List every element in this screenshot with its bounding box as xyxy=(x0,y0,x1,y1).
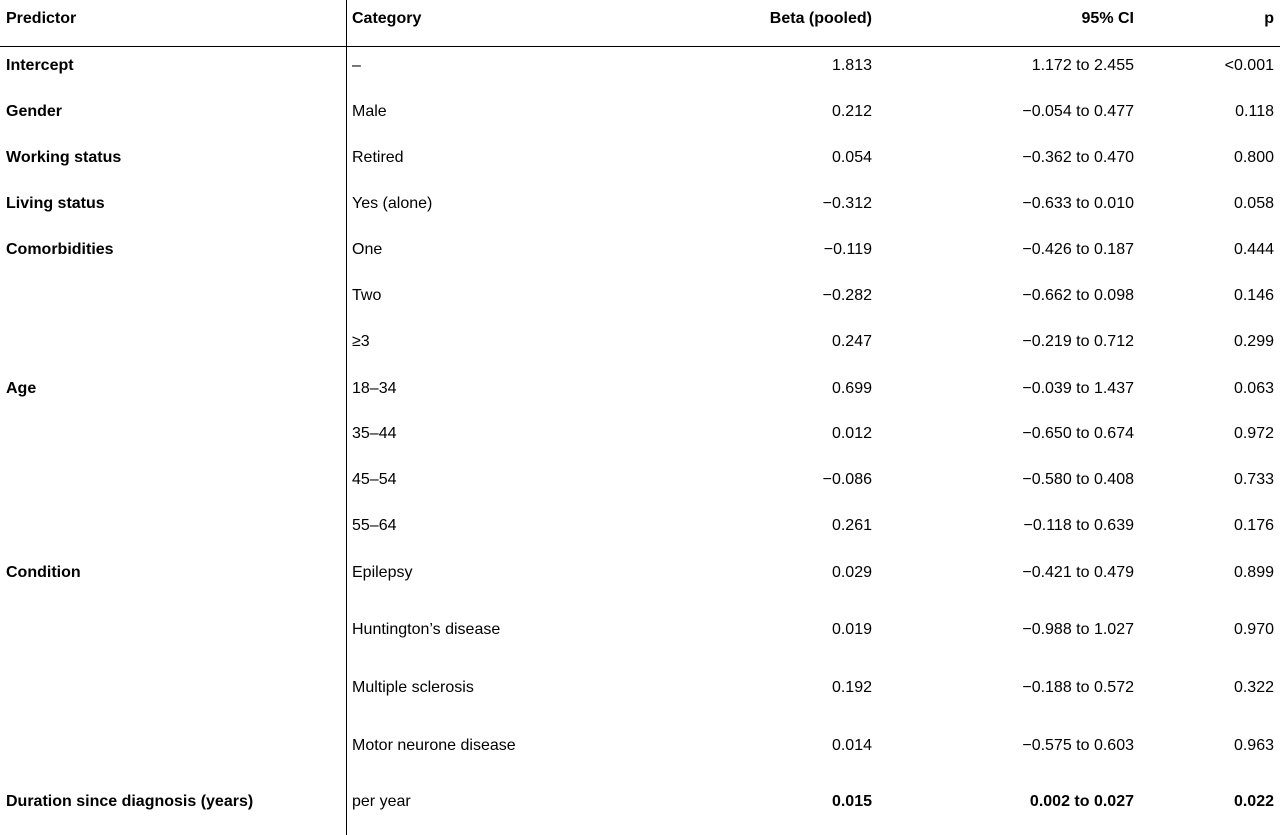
category-cell: Motor neurone disease xyxy=(352,737,516,754)
category-cell: ≥3 xyxy=(352,333,370,350)
table-row xyxy=(0,54,1280,78)
category-cell: 18–34 xyxy=(352,380,397,397)
table-row xyxy=(0,468,1280,492)
table-row xyxy=(0,514,1280,538)
table-row xyxy=(0,284,1280,308)
category-cell: Epilepsy xyxy=(352,564,413,581)
p-cell: 0.176 xyxy=(1233,517,1274,534)
ci-cell: −0.988 to 1.027 xyxy=(1022,621,1134,638)
header-category: Category xyxy=(352,10,422,27)
table-row xyxy=(0,377,1280,401)
ci-cell: −0.426 to 0.187 xyxy=(1022,241,1134,258)
beta-cell: 0.014 xyxy=(831,737,872,754)
beta-cell: 1.813 xyxy=(831,57,872,74)
table-row xyxy=(0,100,1280,124)
predictor-cell: Duration since diagnosis (years) xyxy=(6,793,254,810)
table-row xyxy=(0,561,1280,585)
header-beta: Beta (pooled) xyxy=(769,10,872,27)
category-cell: – xyxy=(352,57,361,74)
beta-cell: 0.015 xyxy=(831,793,872,810)
p-cell: 0.963 xyxy=(1233,737,1274,754)
beta-cell: −0.086 xyxy=(822,471,872,488)
beta-cell: −0.312 xyxy=(822,195,872,212)
ci-cell: −0.580 to 0.408 xyxy=(1022,471,1134,488)
category-cell: Multiple sclerosis xyxy=(352,679,474,696)
predictor-cell: Gender xyxy=(6,103,63,120)
p-cell: 0.058 xyxy=(1233,195,1274,212)
beta-cell: 0.012 xyxy=(831,425,872,442)
header-ci: 95% CI xyxy=(1081,10,1134,27)
ci-cell: −0.054 to 0.477 xyxy=(1022,103,1134,120)
p-cell: 0.899 xyxy=(1233,564,1274,581)
predictor-cell: Living status xyxy=(6,195,105,212)
p-cell: 0.733 xyxy=(1233,471,1274,488)
beta-cell: 0.212 xyxy=(831,103,872,120)
p-cell: 0.022 xyxy=(1233,793,1274,810)
category-cell: Two xyxy=(352,287,382,304)
ci-cell: −0.362 to 0.470 xyxy=(1022,149,1134,166)
category-cell: 35–44 xyxy=(352,425,397,442)
p-cell: 0.322 xyxy=(1233,679,1274,696)
header-p: p xyxy=(1264,10,1274,27)
beta-cell: 0.699 xyxy=(831,380,872,397)
category-cell: 45–54 xyxy=(352,471,397,488)
beta-cell: 0.054 xyxy=(831,149,872,166)
predictor-cell: Condition xyxy=(6,564,81,581)
column-divider xyxy=(346,0,347,835)
beta-cell: 0.019 xyxy=(831,621,872,638)
category-cell: per year xyxy=(352,793,411,810)
p-cell: 0.444 xyxy=(1233,241,1274,258)
category-cell: One xyxy=(352,241,383,258)
beta-cell: 0.247 xyxy=(831,333,872,350)
predictor-cell: Comorbidities xyxy=(6,241,114,258)
ci-cell: −0.662 to 0.098 xyxy=(1022,287,1134,304)
header-divider xyxy=(0,46,1280,47)
p-cell: 0.118 xyxy=(1235,103,1274,120)
p-cell: 0.972 xyxy=(1233,425,1274,442)
table-header xyxy=(0,7,1280,31)
table-row xyxy=(0,422,1280,446)
ci-cell: −0.633 to 0.010 xyxy=(1022,195,1134,212)
ci-cell: −0.421 to 0.479 xyxy=(1022,564,1134,581)
beta-cell: 0.029 xyxy=(831,564,872,581)
predictor-cell: Working status xyxy=(6,149,122,166)
p-cell: <0.001 xyxy=(1224,57,1274,74)
category-cell: Huntington’s disease xyxy=(352,621,501,638)
table-row xyxy=(0,734,1280,758)
beta-cell: 0.261 xyxy=(831,517,872,534)
ci-cell: 0.002 to 0.027 xyxy=(1029,793,1134,810)
ci-cell: −0.650 to 0.674 xyxy=(1022,425,1134,442)
p-cell: 0.970 xyxy=(1233,621,1274,638)
ci-cell: −0.118 to 0.639 xyxy=(1023,517,1134,534)
predictor-cell: Age xyxy=(6,380,37,397)
header-predictor: Predictor xyxy=(6,10,77,27)
predictor-cell: Intercept xyxy=(6,57,74,74)
beta-cell: −0.282 xyxy=(822,287,872,304)
table-row xyxy=(0,618,1280,642)
category-cell: Yes (alone) xyxy=(352,195,433,212)
p-cell: 0.800 xyxy=(1233,149,1274,166)
category-cell: Retired xyxy=(352,149,404,166)
table-row xyxy=(0,146,1280,170)
ci-cell: −0.039 to 1.437 xyxy=(1022,380,1134,397)
p-cell: 0.146 xyxy=(1233,287,1274,304)
table-row xyxy=(0,192,1280,216)
ci-cell: −0.575 to 0.603 xyxy=(1022,737,1134,754)
table-row xyxy=(0,330,1280,354)
ci-cell: −0.188 to 0.572 xyxy=(1022,679,1134,696)
category-cell: 55–64 xyxy=(352,517,397,534)
ci-cell: 1.172 to 2.455 xyxy=(1031,57,1134,74)
p-cell: 0.063 xyxy=(1233,380,1274,397)
p-cell: 0.299 xyxy=(1233,333,1274,350)
beta-cell: 0.192 xyxy=(831,679,872,696)
table-row xyxy=(0,238,1280,262)
table-row xyxy=(0,790,1280,814)
category-cell: Male xyxy=(352,103,387,120)
beta-cell: −0.119 xyxy=(823,241,872,258)
table-row xyxy=(0,676,1280,700)
ci-cell: −0.219 to 0.712 xyxy=(1022,333,1134,350)
